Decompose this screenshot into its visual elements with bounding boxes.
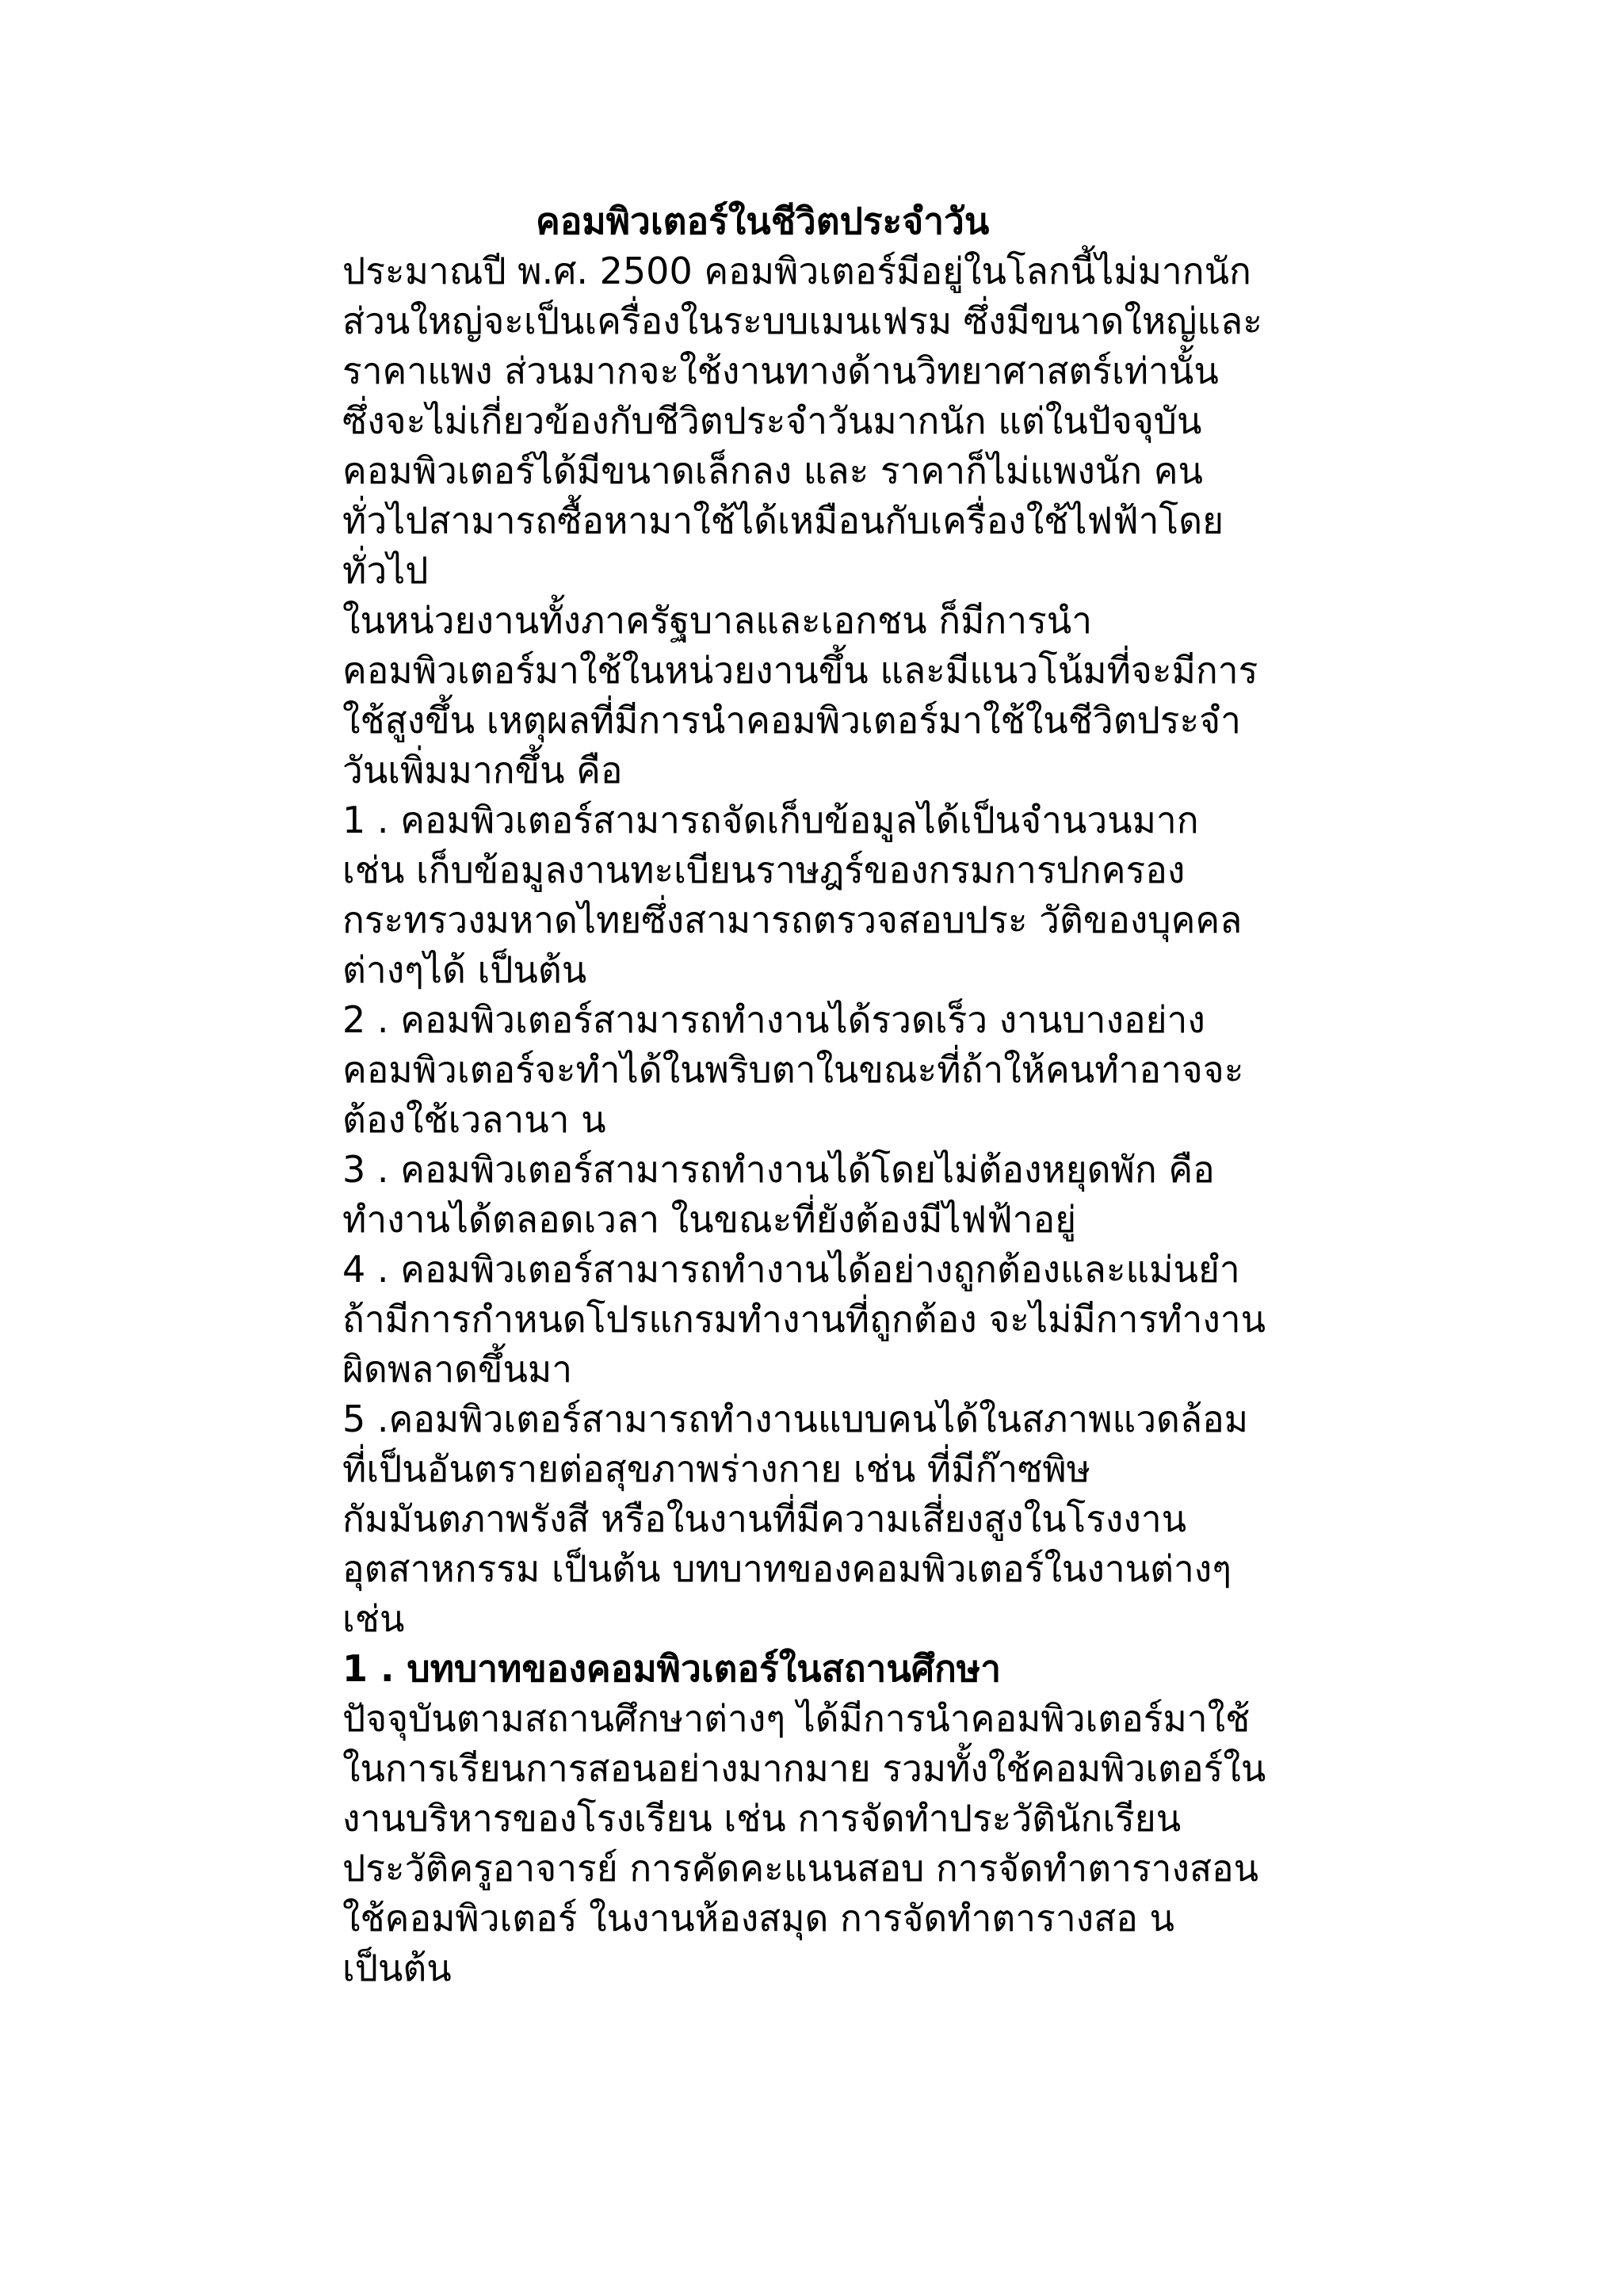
body-line: 5 .คอมพิวเตอร์สามารถทำงานแบบคนได้ในสภาพแวดล้อม	[342, 1398, 1249, 1440]
body-line: กระทรวงมหาดไทยซึ่งสามารถตรวจสอบประ วัติของบุคคล	[342, 898, 1243, 941]
body-line: ในหน่วยงานทั้งภาครัฐบาลและเอกชน ก็มีการนำ	[342, 599, 1093, 642]
document-body	[342, 196, 1388, 1993]
document-title: คอมพิวเตอร์ในชีวิตประจำวัน	[536, 200, 990, 242]
body-line: ถ้ามีการกำหนดโปรแกรมทำงานที่ถูกต้อง จะไม่มีการทำงาน	[342, 1298, 1266, 1341]
body-line: เช่น เก็บข้อมูลงานทะเบียนราษฎร์ของกรมการปกครอง	[342, 849, 1186, 891]
body-line: คอมพิวเตอร์ได้มีขนาดเล็กลง และ ราคาก็ไม่แพงนัก คน	[342, 449, 1203, 492]
body-line: ทั่วไป	[342, 549, 429, 592]
body-line: กัมมันตภาพรังสี หรือในงานที่มีความเสี่ยงสูงในโรงงาน	[342, 1497, 1187, 1540]
section-line: เป็นต้น	[342, 1947, 452, 1989]
body-line: ซึ่งจะไม่เกี่ยวข้องกับชีวิตประจำวันมากนัก แต่ในปัจจุบัน	[342, 399, 1202, 442]
section-line: ในการเรียนการสอนอย่างมากมาย รวมทั้งใช้คอมพิวเตอร์ใน	[342, 1747, 1266, 1790]
section-line: งานบริหารของโรงเรียน เช่น การจัดทำประวัตินักเรียน	[342, 1797, 1182, 1840]
body-line: ทำงานได้ตลอดเวลา ในขณะที่ยังต้องมีไฟฟ้าอยู่	[342, 1198, 1077, 1241]
body-line: 4 . คอมพิวเตอร์สามารถทำงานได้อย่างถูกต้องและแม่นยำ	[342, 1248, 1240, 1291]
body-line: ต่างๆได้ เป็นต้น	[342, 948, 587, 991]
body-line: อุตสาหกรรม เป็นต้น บทบาทของคอมพิวเตอร์ในงานต่างๆ	[342, 1547, 1232, 1590]
body-line: 1 . คอมพิวเตอร์สามารถจัดเก็บข้อมูลได้เป็นจำนวนมาก	[342, 799, 1199, 841]
body-line: ที่เป็นอันตรายต่อสุขภาพร่างกาย เช่น ที่มีก๊าซพิษ	[342, 1447, 1091, 1490]
body-line: 3 . คอมพิวเตอร์สามารถทำงานได้โดยไม่ต้องหยุดพัก คือ	[342, 1148, 1215, 1191]
body-line: ราคาแพง ส่วนมากจะใช้งานทางด้านวิทยาศาสตร์เท่านั้น	[342, 349, 1219, 392]
body-line: วันเพิ่มมากขึ้น คือ	[342, 749, 623, 791]
body-line: ทั่วไปสามารถซื้อหามาใช้ได้เหมือนกับเครื่องใช้ไฟฟ้าโดย	[342, 499, 1224, 542]
body-line: คอมพิวเตอร์มาใช้ในหน่วยงานขึ้น และมีแนวโน้มที่จะมีการ	[342, 649, 1258, 692]
body-line: ต้องใช้เวลานา น	[342, 1098, 606, 1141]
body-line: คอมพิวเตอร์จะทำได้ในพริบตาในขณะที่ถ้าให้คนทำอาจจะ	[342, 1048, 1244, 1091]
body-line: ส่วนใหญ่จะเป็นเครื่องในระบบเมนเฟรม ซึ่งมีขนาดใหญ่และ	[342, 299, 1262, 342]
body-line: ผิดพลาดขึ้นมา	[342, 1348, 573, 1390]
section-line: ประวัติครูอาจารย์ การคัดคะแนนสอบ การจัดทำตารางสอน	[342, 1847, 1259, 1890]
section-line: ใช้คอมพิวเตอร์ ในงานห้องสมุด การจัดทำตารางสอ น	[342, 1897, 1174, 1939]
body-line: ใช้สูงขึ้น เหตุผลที่มีการนำคอมพิวเตอร์มาใช้ในชีวิตประจำ	[342, 699, 1241, 742]
body-line: ประมาณปี พ.ศ. 2500 คอมพิวเตอร์มีอยู่ในโลกนี้ไม่มากนัก	[342, 250, 1251, 292]
section-line: ปัจจุบันตามสถานศึกษาต่างๆ ได้มีการนำคอมพิวเตอร์มาใช้	[342, 1697, 1251, 1740]
section-heading: 1 . บทบาทของคอมพิวเตอร์ในสถานศึกษา	[342, 1647, 1002, 1690]
body-line: 2 . คอมพิวเตอร์สามารถทำงานได้รวดเร็ว งานบางอย่าง	[342, 998, 1205, 1041]
body-line: เช่น	[342, 1597, 405, 1640]
